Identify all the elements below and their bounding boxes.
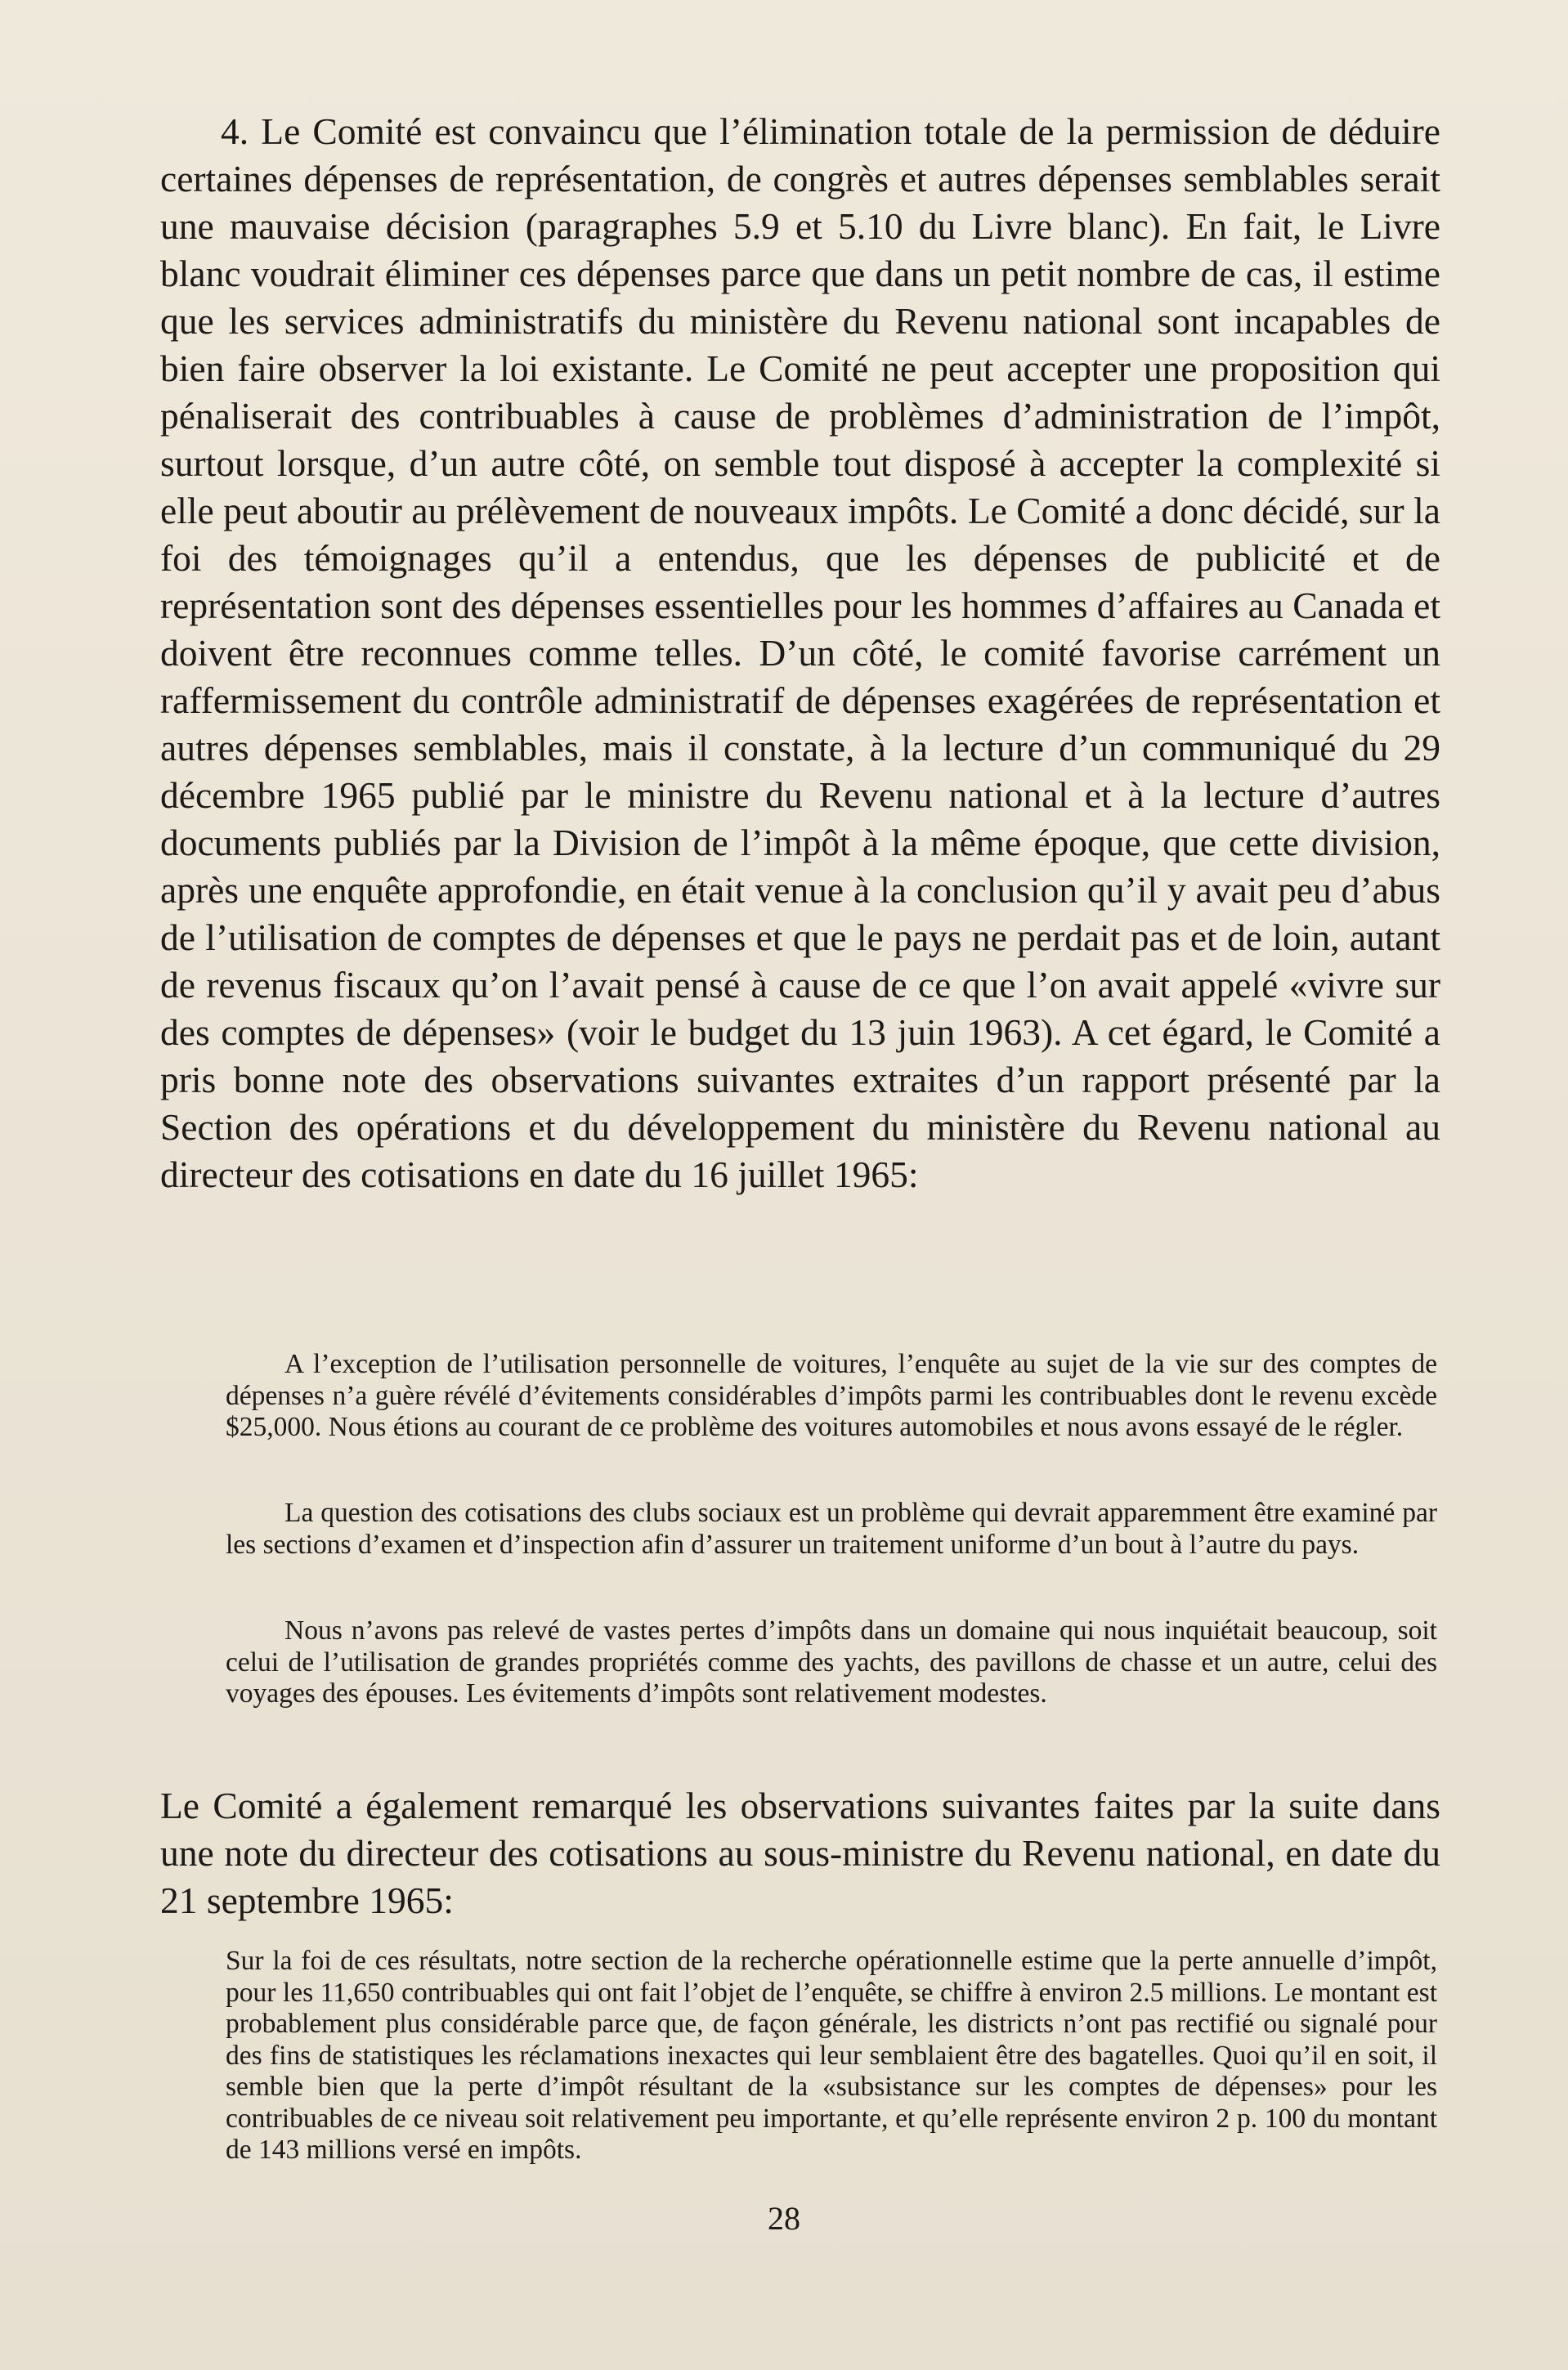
paragraph-deputy-minister-note: Le Comité a également remarqué les observations suivantes faites par la suite dans une note du directeur des cotisations au sous-ministre du Revenu national, en date du 21 septembre 1965: — [160, 1785, 1440, 1921]
quote-annual-tax-loss: Sur la foi de ces résultats, notre section de la recherche opérationnelle estime que la perte annuelle d’impôt, pour les 11,650 contribuables qui ont fait l’objet de l’enquête, se chiffre à environ 2.5 millions. Le montant est probablement plus considérable parce que, de façon générale, les districts n’ont pas rectifié ou signalé pour des fins de statistiques les réclamations inexactes qui leur semblaient être des bagatelles. Quoi qu’il en soit, il semble bien que la perte d’impôt résultant de la «subsistance sur les comptes de dépenses» pour les contribuables de ce niveau soit relativement peu importante, et qu’elle représente environ 2 p. 100 du montant de 143 millions versé en impôts. — [226, 1946, 1437, 2165]
quote-personal-car-use: A l’exception de l’utilisation personnelle de voitures, l’enquête au sujet de la vie sur des comptes de dépenses n’a guère révélé d’évitements considérables d’impôts parmi les contribuables dont le revenu excède $25,000. Nous étions au courant de ce problème des voitures automobiles et nous avons essayé de le régler. — [226, 1349, 1437, 1442]
paragraph-4-committee-conviction: 4. Le Comité est convaincu que l’élimination totale de la permission de déduire certaines dépenses de représentation, de congrès et autres dépenses semblables serait une mauvaise décision (paragraphes 5.9 et 5.10 du Livre blanc). En fait, le Livre blanc voudrait éliminer ces dépenses parce que dans un petit nombre de cas, il estime que les services administratifs du ministère du Revenu national sont incapables de bien faire observer la loi existante. Le Comité ne peut accepter une proposition qui pénaliserait des contribuables à cause de problèmes d’administration de l’impôt, surtout lorsque, d’un autre côté, on semble tout disposé à accepter la complexité si elle peut aboutir au prélèvement de nouveaux impôts. Le Comité a donc décidé, sur la foi des témoignages qu’il a entendus, que les dépenses de publicité et de représentation sont des dépenses essentielles pour les hommes d’affaires au Canada et doivent être reconnues comme telles. D’un côté, le comité favorise carrément un raffermissement du contrôle administratif de dépenses exagérées de représentation et autres dépenses semblables, mais il constate, à la lecture d’un communiqué du 29 décembre 1965 publié par le ministre du Revenu national et à la lecture d’autres documents publiés par la Division de l’impôt à la même époque, que cette division, après une enquête approfondie, en était venue à la conclusion qu’il y avait peu d’abus de l’utilisation de comptes de dépenses et que le pays ne perdait pas et de loin, autant de revenus fiscaux qu’on l’avait pensé à cause de ce que l’on avait appelé «vivre sur des comptes de dépenses» (voir le budget du 13 juin 1963). A cet égard, le Comité a pris bonne note des observations suivantes extraites d’un rapport présenté par la Section des opérations et du développement du ministère du Revenu national au directeur des cotisations en date du 16 juillet 1965: — [160, 110, 1440, 1195]
page-number: 28 — [768, 2200, 800, 2237]
quote-social-club-dues: La question des cotisations des clubs sociaux est un problème qui devrait apparemment être examiné par les sections d’examen et d’inspection afin d’assurer un traitement uniforme d’un bout à l’autre du pays. — [226, 1498, 1437, 1560]
quote-large-properties: Nous n’avons pas relevé de vastes pertes d’impôts dans un domaine qui nous inquiétait beaucoup, soit celui de l’utilisation de grandes propriétés comme des yachts, des pavillons de chasse et un autre, celui des voyages des épouses. Les évitements d’impôts sont relativement modestes. — [226, 1615, 1437, 1709]
